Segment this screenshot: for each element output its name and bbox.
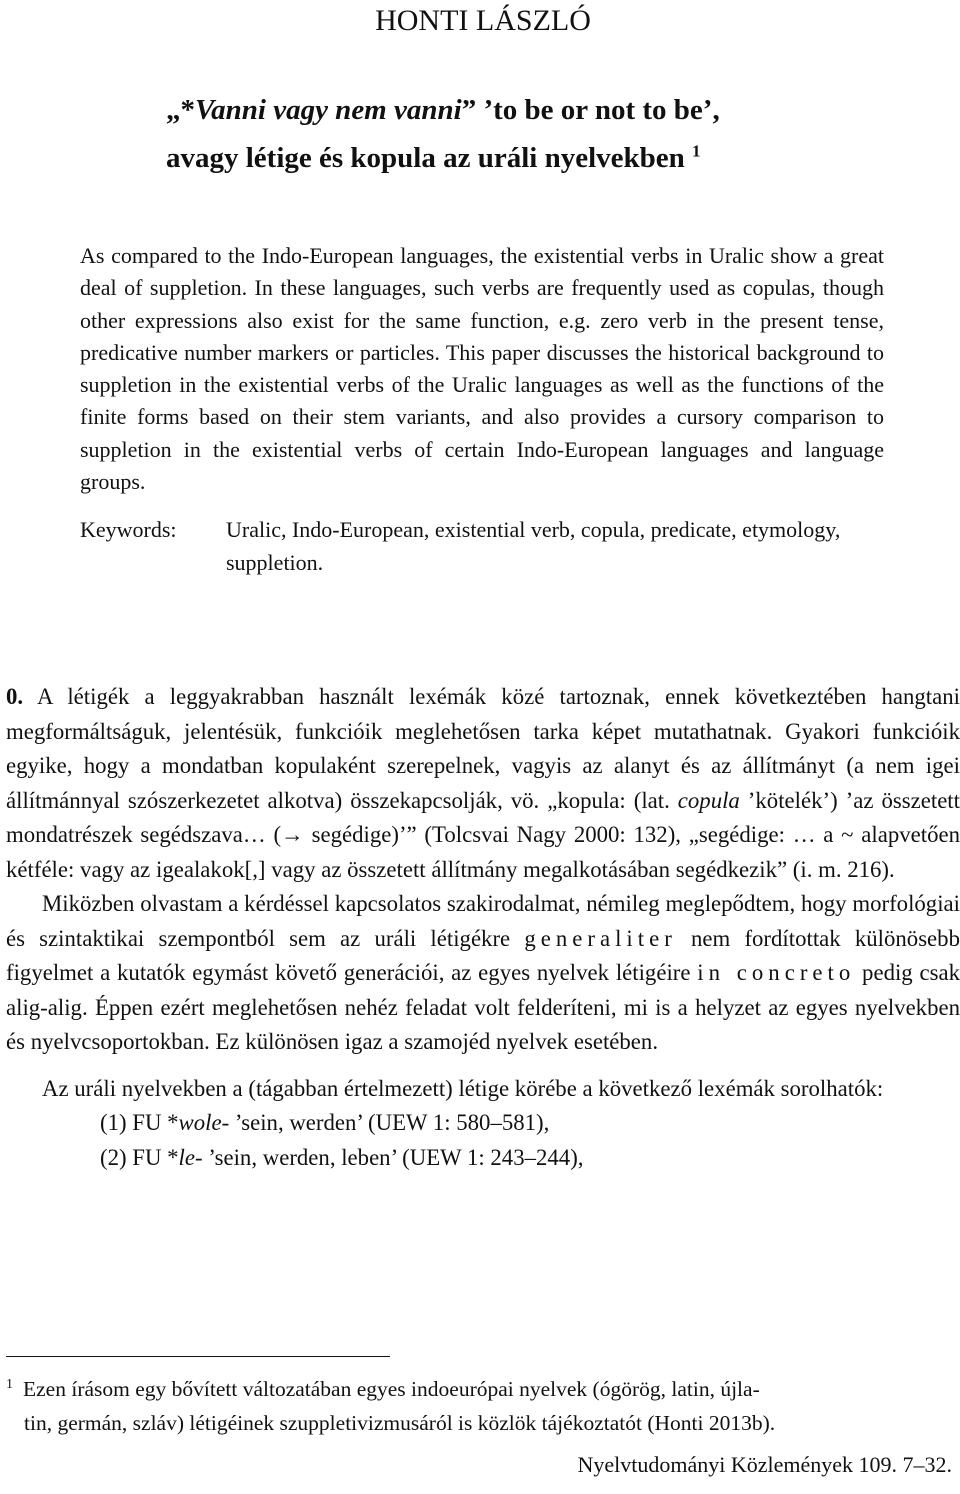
paragraph-1: Miközben olvastam a kérdéssel kapcsolatos szakirodalmat, némileg meglepődtem, hogy morfológiai és szintaktikai szempontból sem az uráli létigékre generaliter nem fordítottak különösebb figyelmet a kutatók egymást követő generációi, az egyes nyelvek létigéire in concreto pedig csak alig-alig. Éppen ezért meglehetősen nehéz feladat volt felderíteni, mi is a helyzet az egyes nyelvekben és nyelvcsoportokban. Ez különösen igaz a szamojéd nyelvek esetében. — [6, 891, 960, 1054]
abstract — [80, 240, 884, 579]
spaced-term-in-concreto: in concreto — [697, 960, 856, 985]
keywords-label: Keywords: — [80, 517, 177, 543]
paragraph-0: 0. A létigék a leggyakrabban használt lexémák közé tartoznak, ennek következtében hangtani megformáltságuk, jelentésük, funkcióik meglehetősen tarka képet mutathatnak. Gyakori funkcióik egyike, hogy a mondatban kopulaként szerepelnek, vagyis az alanyt és az állítmányt (a nem igei állítmánnyal szószerkezetet alkotva) összekapcsolják, vö. „kopula: (lat. copula ’kötelék’) ’az összetett mondatrészek segédszava… (→ segédige)’” (Tolcsvai Nagy 2000: 132), „segédige: … a ~ alapvetően kétféle: vagy az igealakok[,] vagy az összetett állítmány megalkotásában segédkezik” (i. m. 216). — [6, 684, 960, 882]
abstract-text: As compared to the Indo-European languages, the existential verbs in Uralic show a great deal of suppletion. In these languages, such verbs are frequently used as copulas, though other expressions also exist for the same function, e.g. zero verb in the present tense, predicative number markers or particles. This paper discusses the historical background to suppletion in the existential verbs of the Uralic languages as well as the functions of the finite forms based on their stem variants, and also provides a cursory comparison to suppletion in the existential verbs of certain Indo-European languages and language groups. — [80, 243, 884, 495]
title-footnote-mark[interactable]: 1 — [692, 141, 701, 161]
journal-citation: Nyelvtudományi Közlemények 109. 7–32. — [577, 1452, 952, 1477]
keywords — [80, 514, 884, 579]
list-item-2: (2) FU *le- ’sein, werden, leben’ (UEW 1: 243–244), — [100, 1144, 584, 1170]
footnote: $^1$ Ezen írásom egy bővített változatában egyes indoeurópai nyelvek (ógörög, latin, újla- tin, germán, szláv) létigéinek szuppletivizmusáról is közlök tájékoztatót (Honti 2013b). — [6, 1376, 776, 1435]
keywords-list: Uralic, Indo-European, existential verb, copula, predicate, etymology, suppletion. — [226, 517, 841, 575]
title-line-1: „*Vanni vagy nem vanni” ’to be or not to be’, — [166, 94, 720, 126]
article-title — [166, 86, 720, 182]
spaced-term-generaliter: generaliter — [524, 925, 677, 951]
title-line-2: avagy létige és kopula az uráli nyelvekben $^1$ — [166, 141, 701, 174]
author-name: HONTI LÁSZLÓ — [375, 4, 591, 37]
title-latin-phrase: Vanni vagy nem vanni — [195, 94, 462, 126]
paragraph-2: Az uráli nyelvekben a (tágabban értelmezett) létige körébe a következő lexémák sorolhatók: — [42, 1075, 884, 1101]
main-text — [6, 680, 960, 1175]
footnote-number: 1 — [6, 1376, 13, 1392]
section-number: 0. — [6, 684, 24, 709]
footnote-divider — [6, 1356, 390, 1357]
list-item-1: (1) FU *wole- ’sein, werden’ (UEW 1: 580–581), — [100, 1110, 550, 1135]
